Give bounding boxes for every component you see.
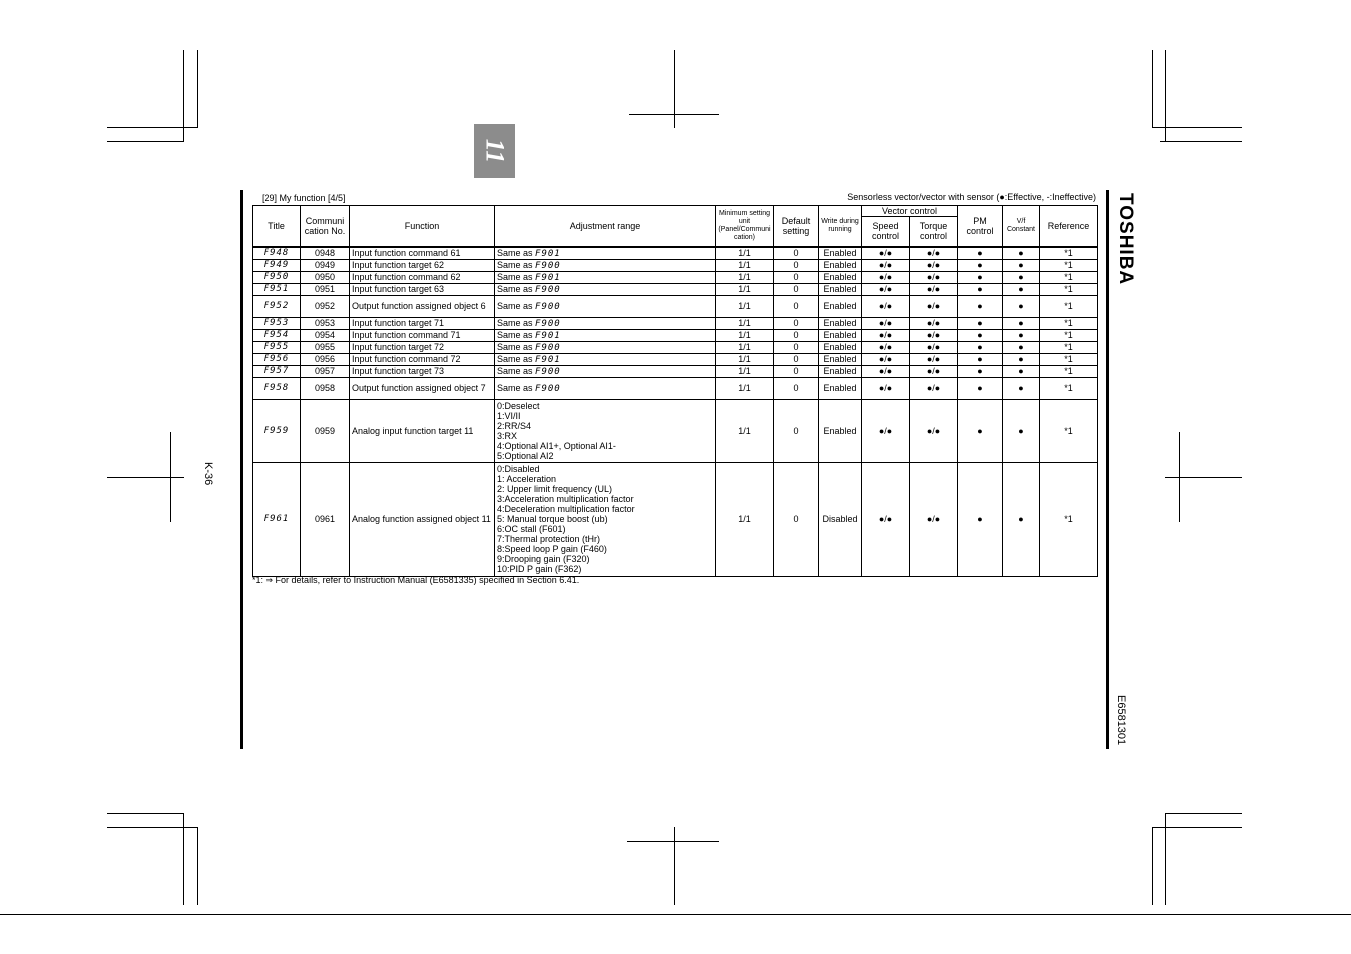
param-title: F949 xyxy=(253,259,301,271)
param-function: Input function target 73 xyxy=(350,365,495,377)
param-title: F956 xyxy=(253,353,301,365)
param-vf: ● xyxy=(1003,462,1040,576)
param-comm: 0955 xyxy=(301,341,350,353)
param-range xyxy=(495,247,716,260)
param-comm: 0953 xyxy=(301,317,350,329)
col-comm: Communi cation No. xyxy=(301,206,350,247)
param-title: F955 xyxy=(253,341,301,353)
parameter-table xyxy=(252,205,1098,577)
param-ref: *1 xyxy=(1040,341,1098,353)
param-ref: *1 xyxy=(1040,283,1098,295)
range-prefix: Same as xyxy=(497,271,536,282)
param-speed: ●/● xyxy=(862,377,910,399)
param-vf: ● xyxy=(1003,295,1040,317)
range-code: F901 xyxy=(535,354,561,365)
section-tab: 11 xyxy=(474,124,515,178)
table-caption: [29] My function [4/5] xyxy=(262,193,346,203)
param-speed: ●/● xyxy=(862,271,910,283)
table-row xyxy=(253,247,1098,260)
param-torque: ●/● xyxy=(910,317,958,329)
param-min-unit: 1/1 xyxy=(716,329,774,341)
param-pm: ● xyxy=(958,283,1003,295)
param-function: Output function assigned object 7 xyxy=(350,377,495,399)
param-function: Output function assigned object 6 xyxy=(350,295,495,317)
param-title: F957 xyxy=(253,365,301,377)
param-speed: ●/● xyxy=(862,353,910,365)
param-write: Disabled xyxy=(819,462,862,576)
param-range xyxy=(495,365,716,377)
param-torque: ●/● xyxy=(910,247,958,260)
param-min-unit: 1/1 xyxy=(716,295,774,317)
param-pm: ● xyxy=(958,317,1003,329)
range-prefix: Same as xyxy=(497,259,536,270)
col-min-unit: Minimum setting unit (Panel/Communi cation) xyxy=(716,206,774,247)
col-vf: V/f Constant xyxy=(1003,206,1040,247)
param-torque: ●/● xyxy=(910,365,958,377)
param-speed: ●/● xyxy=(862,341,910,353)
param-vf: ● xyxy=(1003,247,1040,260)
param-range: 0:Deselect 1:VI/II 2:RR/S4 3:RX 4:Optional AI1+, Optional AI1- 5:Optional AI2 xyxy=(495,399,716,462)
param-min-unit: 1/1 xyxy=(716,259,774,271)
param-comm: 0949 xyxy=(301,259,350,271)
param-pm: ● xyxy=(958,329,1003,341)
param-vf: ● xyxy=(1003,271,1040,283)
range-code: F900 xyxy=(535,318,561,329)
param-speed: ●/● xyxy=(862,462,910,576)
param-speed: ●/● xyxy=(862,365,910,377)
param-range xyxy=(495,283,716,295)
param-range xyxy=(495,259,716,271)
param-ref: *1 xyxy=(1040,247,1098,260)
range-prefix: Same as xyxy=(497,329,536,340)
table-row xyxy=(253,283,1098,295)
table-row xyxy=(253,353,1098,365)
param-default: 0 xyxy=(774,353,819,365)
col-range: Adjustment range xyxy=(495,206,716,247)
param-comm: 0956 xyxy=(301,353,350,365)
param-function: Input function command 62 xyxy=(350,271,495,283)
param-comm: 0948 xyxy=(301,247,350,260)
param-function: Input function target 71 xyxy=(350,317,495,329)
param-ref: *1 xyxy=(1040,399,1098,462)
param-title: F953 xyxy=(253,317,301,329)
param-vf: ● xyxy=(1003,259,1040,271)
param-speed: ●/● xyxy=(862,399,910,462)
param-torque: ●/● xyxy=(910,259,958,271)
param-vf: ● xyxy=(1003,365,1040,377)
param-min-unit: 1/1 xyxy=(716,317,774,329)
legend-note: Sensorless vector/vector with sensor (●:Effective, -:Ineffective) xyxy=(847,192,1096,202)
param-write: Enabled xyxy=(819,353,862,365)
range-code: F901 xyxy=(535,272,561,283)
col-speed: Speed control xyxy=(862,217,910,247)
param-write: Enabled xyxy=(819,283,862,295)
range-code: F900 xyxy=(535,342,561,353)
param-pm: ● xyxy=(958,353,1003,365)
param-ref: *1 xyxy=(1040,365,1098,377)
param-pm: ● xyxy=(958,247,1003,260)
range-prefix: Same as xyxy=(497,341,536,352)
param-min-unit: 1/1 xyxy=(716,247,774,260)
param-vf: ● xyxy=(1003,377,1040,399)
param-speed: ●/● xyxy=(862,247,910,260)
param-write: Enabled xyxy=(819,247,862,260)
param-pm: ● xyxy=(958,295,1003,317)
param-comm: 0959 xyxy=(301,399,350,462)
param-default: 0 xyxy=(774,365,819,377)
param-vf: ● xyxy=(1003,329,1040,341)
param-range xyxy=(495,353,716,365)
col-torque: Torque control xyxy=(910,217,958,247)
range-prefix: Same as xyxy=(497,365,536,376)
range-code: F900 xyxy=(535,366,561,377)
param-range xyxy=(495,341,716,353)
col-reference: Reference xyxy=(1040,206,1098,247)
param-title: F952 xyxy=(253,295,301,317)
param-torque: ●/● xyxy=(910,462,958,576)
param-title: F948 xyxy=(253,247,301,260)
range-prefix: Same as xyxy=(497,353,536,364)
param-torque: ●/● xyxy=(910,271,958,283)
param-pm: ● xyxy=(958,341,1003,353)
range-prefix: Same as xyxy=(497,317,536,328)
param-vf: ● xyxy=(1003,317,1040,329)
param-comm: 0961 xyxy=(301,462,350,576)
param-write: Enabled xyxy=(819,259,862,271)
param-comm: 0957 xyxy=(301,365,350,377)
col-default: Default setting xyxy=(774,206,819,247)
table-row-f959 xyxy=(253,399,1098,462)
param-default: 0 xyxy=(774,283,819,295)
param-speed: ●/● xyxy=(862,329,910,341)
param-title: F954 xyxy=(253,329,301,341)
param-write: Enabled xyxy=(819,295,862,317)
param-min-unit: 1/1 xyxy=(716,365,774,377)
param-comm: 0951 xyxy=(301,283,350,295)
param-title: F950 xyxy=(253,271,301,283)
param-write: Enabled xyxy=(819,365,862,377)
table-row xyxy=(253,271,1098,283)
range-code: F901 xyxy=(535,248,561,259)
param-function: Input function target 62 xyxy=(350,259,495,271)
param-torque: ●/● xyxy=(910,329,958,341)
param-pm: ● xyxy=(958,462,1003,576)
document-code: E6581301 xyxy=(1115,695,1127,746)
range-code: F900 xyxy=(535,260,561,271)
param-vf: ● xyxy=(1003,353,1040,365)
param-default: 0 xyxy=(774,247,819,260)
param-range xyxy=(495,295,716,317)
table-row xyxy=(253,259,1098,271)
param-pm: ● xyxy=(958,365,1003,377)
param-ref: *1 xyxy=(1040,353,1098,365)
param-write: Enabled xyxy=(819,377,862,399)
param-ref: *1 xyxy=(1040,317,1098,329)
param-torque: ●/● xyxy=(910,399,958,462)
param-ref: *1 xyxy=(1040,462,1098,576)
param-comm: 0950 xyxy=(301,271,350,283)
range-code: F900 xyxy=(535,383,561,394)
param-function: Analog input function target 11 xyxy=(350,399,495,462)
param-default: 0 xyxy=(774,399,819,462)
param-pm: ● xyxy=(958,399,1003,462)
param-write: Enabled xyxy=(819,399,862,462)
param-torque: ●/● xyxy=(910,283,958,295)
param-title: F958 xyxy=(253,377,301,399)
param-speed: ●/● xyxy=(862,295,910,317)
param-default: 0 xyxy=(774,462,819,576)
param-torque: ●/● xyxy=(910,341,958,353)
range-prefix: Same as xyxy=(497,382,536,393)
param-function: Input function command 61 xyxy=(350,247,495,260)
range-prefix: Same as xyxy=(497,247,536,258)
param-comm: 0958 xyxy=(301,377,350,399)
param-speed: ●/● xyxy=(862,317,910,329)
param-function: Analog function assigned object 11 xyxy=(350,462,495,576)
param-function: Input function target 72 xyxy=(350,341,495,353)
param-write: Enabled xyxy=(819,317,862,329)
left-margin-bar xyxy=(240,190,243,749)
table-row xyxy=(253,365,1098,377)
param-function: Input function command 72 xyxy=(350,353,495,365)
page-number: K-36 xyxy=(202,462,214,486)
param-min-unit: 1/1 xyxy=(716,399,774,462)
param-min-unit: 1/1 xyxy=(716,283,774,295)
param-ref: *1 xyxy=(1040,271,1098,283)
param-title: F959 xyxy=(253,399,301,462)
param-vf: ● xyxy=(1003,399,1040,462)
param-speed: ●/● xyxy=(862,259,910,271)
param-ref: *1 xyxy=(1040,259,1098,271)
range-prefix: Same as xyxy=(497,283,536,294)
param-min-unit: 1/1 xyxy=(716,341,774,353)
param-default: 0 xyxy=(774,259,819,271)
param-min-unit: 1/1 xyxy=(716,462,774,576)
col-write: Write during running xyxy=(819,206,862,247)
param-range xyxy=(495,329,716,341)
param-function: Input function command 71 xyxy=(350,329,495,341)
param-range: 0:Disabled 1: Acceleration 2: Upper limit frequency (UL) 3:Acceleration multiplication factor 4:Deceleration multiplication factor 5: Manual torque boost (ub) 6:OC stall (F601) 7:Thermal protection (tHr) 8:Speed loop P gain (F460) 9:Drooping gain (F320) 10:PID P gain (F362) xyxy=(495,462,716,576)
range-code: F901 xyxy=(535,330,561,341)
col-pm: PM control xyxy=(958,206,1003,247)
param-default: 0 xyxy=(774,377,819,399)
param-write: Enabled xyxy=(819,329,862,341)
footnote: *1: ⇒ For details, refer to Instruction Manual (E6581335) specified in Section 6.41. xyxy=(252,575,580,585)
param-default: 0 xyxy=(774,295,819,317)
param-vf: ● xyxy=(1003,283,1040,295)
param-torque: ●/● xyxy=(910,353,958,365)
table-row xyxy=(253,377,1098,399)
param-write: Enabled xyxy=(819,271,862,283)
param-write: Enabled xyxy=(819,341,862,353)
param-default: 0 xyxy=(774,317,819,329)
param-ref: *1 xyxy=(1040,295,1098,317)
right-margin-bar xyxy=(1106,190,1109,749)
param-title: F951 xyxy=(253,283,301,295)
range-prefix: Same as xyxy=(497,300,536,311)
param-pm: ● xyxy=(958,377,1003,399)
table-row xyxy=(253,295,1098,317)
param-ref: *1 xyxy=(1040,329,1098,341)
range-code: F900 xyxy=(535,301,561,312)
bottom-rule xyxy=(0,914,1351,915)
param-comm: 0954 xyxy=(301,329,350,341)
param-vf: ● xyxy=(1003,341,1040,353)
param-default: 0 xyxy=(774,329,819,341)
table-row-f961 xyxy=(253,462,1098,576)
table-row xyxy=(253,329,1098,341)
toshiba-logo: TOSHIBA xyxy=(1115,193,1136,286)
param-range xyxy=(495,317,716,329)
param-speed: ●/● xyxy=(862,283,910,295)
param-comm: 0952 xyxy=(301,295,350,317)
param-default: 0 xyxy=(774,341,819,353)
param-pm: ● xyxy=(958,259,1003,271)
table-row xyxy=(253,341,1098,353)
param-min-unit: 1/1 xyxy=(716,271,774,283)
param-min-unit: 1/1 xyxy=(716,353,774,365)
param-title: F961 xyxy=(253,462,301,576)
param-pm: ● xyxy=(958,271,1003,283)
col-title: Title xyxy=(253,206,301,247)
param-range xyxy=(495,271,716,283)
param-function: Input function target 63 xyxy=(350,283,495,295)
param-torque: ●/● xyxy=(910,377,958,399)
param-range xyxy=(495,377,716,399)
param-min-unit: 1/1 xyxy=(716,377,774,399)
param-default: 0 xyxy=(774,271,819,283)
col-function: Function xyxy=(350,206,495,247)
param-ref: *1 xyxy=(1040,377,1098,399)
col-vector-group: Vector control xyxy=(862,206,958,217)
param-torque: ●/● xyxy=(910,295,958,317)
range-code: F900 xyxy=(535,284,561,295)
table-row xyxy=(253,317,1098,329)
